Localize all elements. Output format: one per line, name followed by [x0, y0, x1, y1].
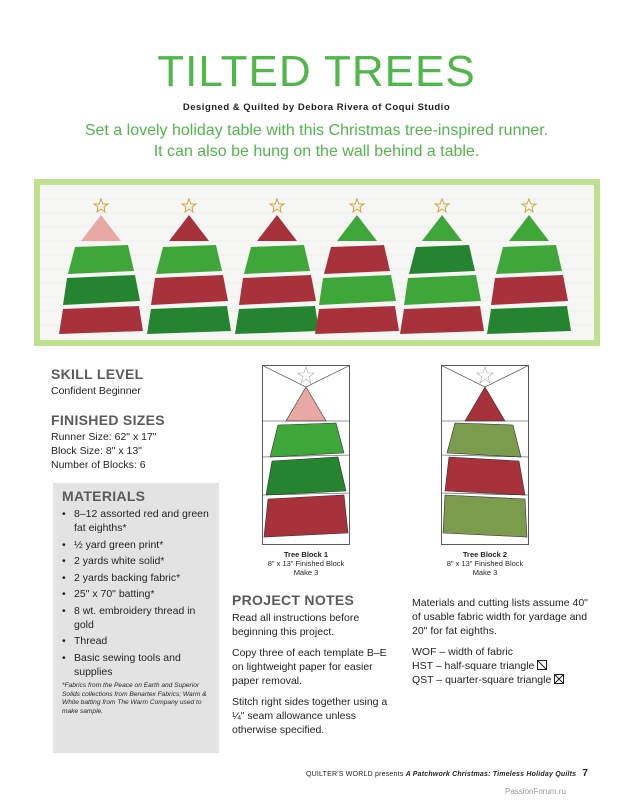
finished-sizes-heading: FINISHED SIZES [51, 412, 165, 428]
tree-block-1-caption [236, 550, 376, 577]
tree-block-1-make: Make 3 [293, 568, 319, 577]
project-note: Copy three of each template B–E on lightweight paper for easier paper removal. [232, 647, 387, 687]
material-item: • 8–12 assorted red and green fat eighths* [62, 508, 209, 534]
page-title: TILTED TREES [157, 47, 476, 96]
footer-brand: QUILTER'S WORLD [306, 771, 373, 778]
qst-icon [554, 674, 564, 684]
tree-block-1-size: 8" x 13" Finished Block [267, 559, 345, 568]
page-number: 7 [582, 768, 589, 779]
material-item: • 25" x 70" batting* [62, 588, 155, 600]
project-note: Stitch right sides together using a ¼" seam allowance unless otherwise specified. [232, 696, 388, 736]
footer-presents: presents [374, 771, 404, 778]
tree-block-2-diagram [441, 365, 529, 545]
tree-block-2-caption [415, 550, 555, 577]
material-item: • 2 yards backing fabric* [62, 571, 181, 584]
cutting-intro: Materials and cutting lists assume 40" of usable fabric width for yardage and 20" for fat eighths. [412, 597, 588, 637]
tree-block-2-size: 8" x 13" Finished Block [446, 559, 524, 568]
tree-block-2-make: Make 3 [472, 568, 498, 577]
hst-icon [537, 660, 547, 670]
tree-block-2-name: Tree Block 2 [462, 550, 508, 559]
intro-text [30, 120, 603, 162]
table-runner-photo [34, 179, 600, 346]
materials-list [62, 507, 212, 681]
project-notes-heading: PROJECT NOTES [232, 592, 355, 608]
materials-footnote: *Fabrics from the Peace on Earth and Superior Solids collections from Benartex Fabrics; Warm & White batting from The Warm Company used to make sample. [62, 682, 207, 715]
tree-block-1-name: Tree Block 1 [283, 550, 329, 559]
skill-level-heading: SKILL LEVEL [51, 366, 144, 382]
footer-book-title: A Patchwork Christmas: Timeless Holiday Quilts [405, 771, 577, 778]
material-item: • Basic sewing tools and supplies [62, 651, 181, 678]
project-note: Read all instructions before beginning this project. [232, 612, 360, 638]
material-item: • 8 wt. embroidery thread in gold [62, 604, 196, 631]
hst-definition: HST – half-square triangle [412, 659, 597, 673]
qst-definition: QST – quarter-square triangle [412, 673, 597, 687]
wof-definition: WOF – width of fabric [412, 646, 513, 658]
tree-block-1-diagram [262, 365, 350, 545]
cutting-notes [412, 596, 597, 687]
runner-size: Runner Size: 62" x 17" [51, 431, 157, 443]
watermark: PassionForum.ru [505, 787, 566, 796]
materials-heading: MATERIALS [62, 488, 146, 504]
finished-sizes-list [51, 430, 157, 472]
skill-level-value: Confident Beginner [51, 385, 141, 397]
byline: Designed & Quilted by Debora Rivera of Coqui Studio [182, 102, 451, 113]
intro-line-1: Set a lovely holiday table with this Christmas tree-inspired runner. [84, 122, 549, 139]
number-of-blocks: Number of Blocks: 6 [51, 459, 146, 471]
material-item: • ½ yard green print* [62, 538, 164, 551]
material-item: • Thread [62, 635, 108, 647]
page-footer [306, 768, 588, 779]
block-size: Block Size: 8" x 13" [51, 445, 142, 457]
project-notes-text [232, 611, 392, 744]
intro-line-2: It can also be hung on the wall behind a table. [153, 143, 480, 160]
material-item: • 2 yards white solid* [62, 555, 165, 567]
